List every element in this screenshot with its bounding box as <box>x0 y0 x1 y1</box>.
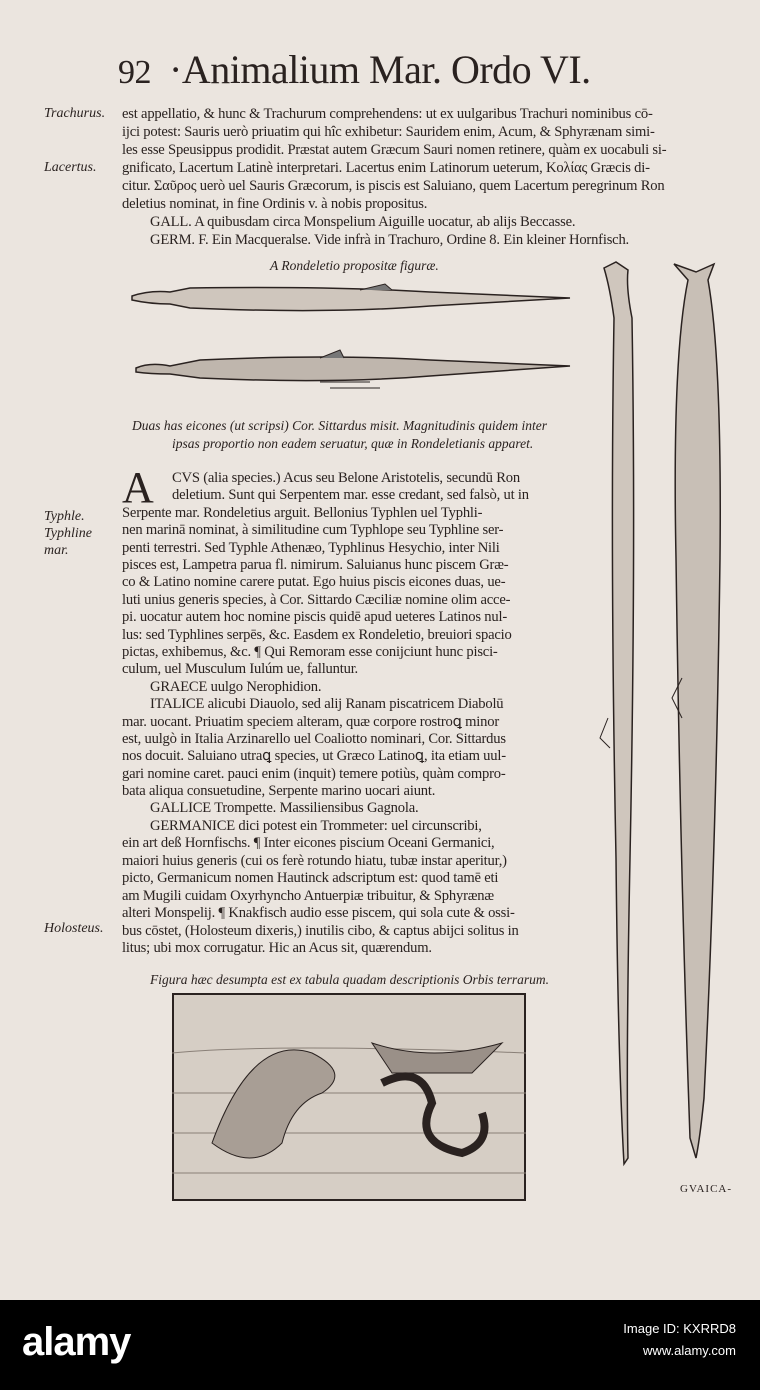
sea-monster-woodcut <box>172 993 526 1201</box>
site-url: www.alamy.com <box>643 1343 736 1358</box>
margin-note: mar. <box>44 543 69 558</box>
text-line: ITALICE alicubi Diauolo, sed alij Ranam piscatricem Diabolū <box>150 696 504 712</box>
text-line: gari nomine caret. pauci enim (inquit) temere potiùs, quàm compro- <box>122 766 506 782</box>
text-line: les esse Speusippus prodidit. Præstat autem Græcum Sauri nomen retinere, quàm ex uocabuli si- <box>122 142 667 158</box>
margin-note: Typhline <box>44 526 92 541</box>
text-line: GERMANICE dici potest ein Trommeter: uel circunscribi, <box>150 818 482 834</box>
text-line: penti terrestri. Sed Typhle Athenæo, Typhlinus Hesychio, inter Nili <box>122 540 500 556</box>
margin-note: Typhle. <box>44 509 85 524</box>
text-line: ijci potest: Sauris uerò priuatim qui hîc exhibetur: Sauridem enim, Acum, & Sphyrænam simi- <box>122 124 655 140</box>
text-line: gnificato, Lacertum Latinè interpretari. Lacertus enim Latinorum ueterum, Κολίας Græcis di- <box>122 160 650 176</box>
text-line: deletium. Sunt qui Serpentem mar. esse credant, sed falsò, ut in <box>172 487 529 503</box>
text-line: est, uulgò in Italia Arzinarello uel Coaliotto nominari, Cor. Sittardus <box>122 731 506 747</box>
text-line: GERM. F. Ein Macqueralse. Vide infrà in Trachuro, Ordine 8. Ein kleiner Hornfisch. <box>150 232 629 248</box>
alamy-logo: alamy <box>22 1320 131 1364</box>
text-line: pisces est, Lampetra parua fl. nimirum. Saluianus hunc piscem Græ- <box>122 557 509 573</box>
text-line: nos docuit. Saluiano utraꝗ species, ut Græco Latinoꝗ, ita etiam uul- <box>122 748 506 764</box>
text-line: am Mugili cuidam Oxyrhyncho Antuerpiæ tribuitur, & Sphyrænæ <box>122 888 494 904</box>
caption-line: Duas has eicones (ut scripsi) Cor. Sittardus misit. Magnitudinis quidem inter <box>132 418 547 433</box>
text-line: deletius nominat, in fine Ordinis v. à nobis propositus. <box>122 196 428 212</box>
figure-caption: Figura hæc desumpta est ex tabula quadam descriptionis Orbis terrarum. <box>150 972 549 987</box>
drop-cap: A <box>122 463 154 512</box>
text-line: maiori huius generis (cui os ferè rotundo hiatu, tubæ instar aperitur,) <box>122 853 507 869</box>
text-line: pictas, exhibemus, &c. ¶ Qui Remoram esse conijciunt hunc pisci- <box>122 644 498 660</box>
text-line: CVS (alia species.) Acus seu Belone Aristotelis, secundū Ron <box>172 470 520 486</box>
page-title: ·Animalium Mar. Ordo VI. <box>169 47 591 92</box>
text-line: est appellatio, & hunc & Trachurum comprehendens: ut ex uulgaribus Trachuri nominibus cō- <box>122 106 653 122</box>
text-line: lus: sed Typhlines serpēs, &c. Easdem ex Rondeletio, breuiori spacio <box>122 627 512 643</box>
text-line: litus; ubi mox corrugatur. Hic an Acus sit, quærendum. <box>122 940 432 956</box>
text-line: culum, uel Musculum Iulúm ue, falluntur. <box>122 661 359 677</box>
text-line: alteri Monspelij. ¶ Knakfisch audio esse piscem, qui sola cute & ossi- <box>122 905 515 921</box>
fish-illustration-top <box>130 282 575 392</box>
text-line: mar. uocant. Priuatim speciem alteram, quæ corpore rostroꝗ minor <box>122 714 500 730</box>
pipefish-illustration-vertical <box>596 258 736 1170</box>
image-info <box>623 1318 736 1362</box>
page-header <box>118 46 591 93</box>
watermark-bar <box>0 1300 760 1390</box>
margin-note: Holosteus. <box>44 921 104 936</box>
text-line: nen marinā nominat, à similitudine cum Typhlope seu Typhline ser- <box>122 522 504 538</box>
text-line: GRAECE uulgo Nerophidion. <box>150 679 322 695</box>
text-line: GALLICE Trompette. Massiliensibus Gagnola. <box>150 800 419 816</box>
text-line: ein art deß Hornfischs. ¶ Inter eicones piscium Oceani Germanici, <box>122 835 495 851</box>
text-line: luti unius generis species, à Cor. Sittardo Cæciliæ nomine olim acce- <box>122 592 511 608</box>
text-line: bus cōstet, (Holosteum dixeris,) inutilis cibo, & captus abijci solitus in <box>122 923 519 939</box>
text-line: Serpente mar. Rondeletius arguit. Bellonius Typhlen uel Typhli- <box>122 505 483 521</box>
text-line: bata aliqua consuetudine, Serpente marino uocari aiunt. <box>122 783 436 799</box>
text-line: GALL. A quibusdam circa Monspelium Aiguille uocatur, ab alijs Beccasse. <box>150 214 576 230</box>
caption-line: ipsas proportio non eadem seruatur, quæ in Rondeletianis apparet. <box>172 436 534 451</box>
margin-note: Trachurus. <box>44 106 106 121</box>
text-line: co & Latino nomine carere putat. Ego huius piscis eicones duas, ue- <box>122 574 506 590</box>
text-line: picto, Germanicum nomen Hautinck adscriptum est: quod tamē eti <box>122 870 499 886</box>
text-line: pi. uocatur autem hoc nomine piscis quidē apud ueteres Latinos nul- <box>122 609 507 625</box>
text-line: citur. Σαῦρος uerò uel Sauris Græcorum, is piscis est Saluiano, quem Lacertum peregrinum Ron <box>122 178 665 194</box>
margin-note: Lacertus. <box>44 160 97 175</box>
catchword: GVAICA- <box>680 1183 733 1195</box>
image-id: Image ID: KXRRD8 <box>623 1321 736 1336</box>
figure-caption: A Rondeletio propositæ figuræ. <box>270 258 439 273</box>
page-number: 92 <box>118 54 151 91</box>
